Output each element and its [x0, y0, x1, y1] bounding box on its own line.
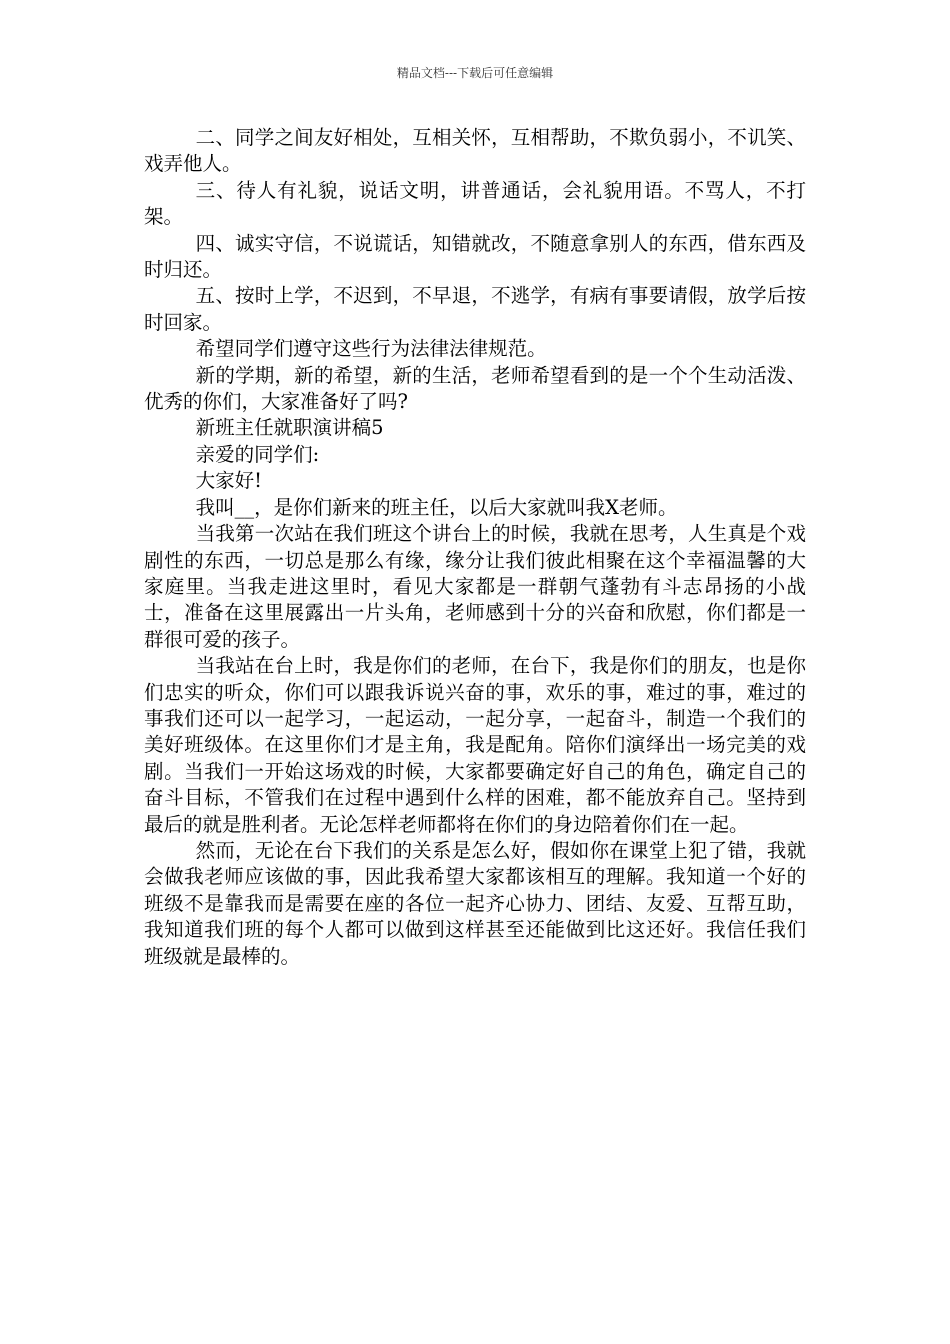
greeting: 大家好!: [195, 469, 263, 493]
salutation: 亲爱的同学们:: [195, 442, 320, 466]
paragraph-however: 然而，无论在台下我们的关系是怎么好，假如你在课堂上犯了错，我就会做我老师应该做的事，因此我希望大家都该相互的理解。我知道一个好的班级不是靠我而是需要在座的各位一起齐心协力、团结、友爱、互帮互助，我知道我们班的每个人都可以做到这样甚至还能做到比这还好。我信任我们班级就是最棒的。: [144, 838, 806, 968]
page-header: 精品文档---下载后可任意编辑: [396, 66, 554, 80]
paragraph-hope: 希望同学们遵守这些行为法律法律规范。: [195, 337, 547, 361]
paragraph-first-time: 当我第一次站在我们班这个讲台上的时候，我就在思考，人生真是个戏剧性的东西，一切总是那么有缘，缘分让我们彼此相聚在这个幸福温馨的大家庭里。当我走进这里时，看见大家都是一群朝气蓬勃有斗志昂扬的小战士，准备在这里展露出一片头角，老师感到十分的兴奋和欣慰，你们都是一群很可爱的孩子。: [144, 522, 806, 651]
paragraph-on-stage: 当我站在台上时，我是你们的老师，在台下，我是你们的朋友，也是你们忠实的听众，你们可以跟我诉说兴奋的事，欢乐的事，难过的事，难过的事我们还可以一起学习，一起运动，一起分享，一起奋斗，制造一个我们的美好班级体。在这里你们才是主角，我是配角。陪你们演绎出一场完美的戏剧。当我们一开始这场戏的时候，大家都要确定好自己的角色，确定自己的奋斗目标，不管我们在过程中遇到什么样的困难，都不能放弃自己。坚持到最后的就是胜利者。无论怎样老师都将在你们的身边陪着你们在一起。: [144, 654, 806, 836]
document-body: [144, 125, 806, 970]
self-introduction: 我叫__，是你们新来的班主任，以后大家就叫我X老师。: [195, 495, 678, 519]
paragraph-rule-4: 四、诚实守信，不说谎话，知错就改，不随意拿别人的东西，借东西及时归还。: [144, 231, 806, 282]
section-title: 新班主任就职演讲稿5: [195, 416, 384, 440]
paragraph-rule-5: 五、按时上学，不迟到，不早退，不逃学，有病有事要请假，放学后按时回家。: [144, 284, 806, 334]
paragraph-new-semester: 新的学期，新的希望，新的生活，老师希望看到的是一个个生动活泼、优秀的你们，大家准备好了吗?: [144, 363, 806, 414]
paragraph-rule-3: 三、待人有礼貌，说话文明，讲普通话，会礼貌用语。不骂人，不打架。: [144, 178, 806, 229]
paragraph-rule-2: 二、同学之间友好相处，互相关怀，互相帮助，不欺负弱小，不讥笑、戏弄他人。: [144, 126, 806, 176]
